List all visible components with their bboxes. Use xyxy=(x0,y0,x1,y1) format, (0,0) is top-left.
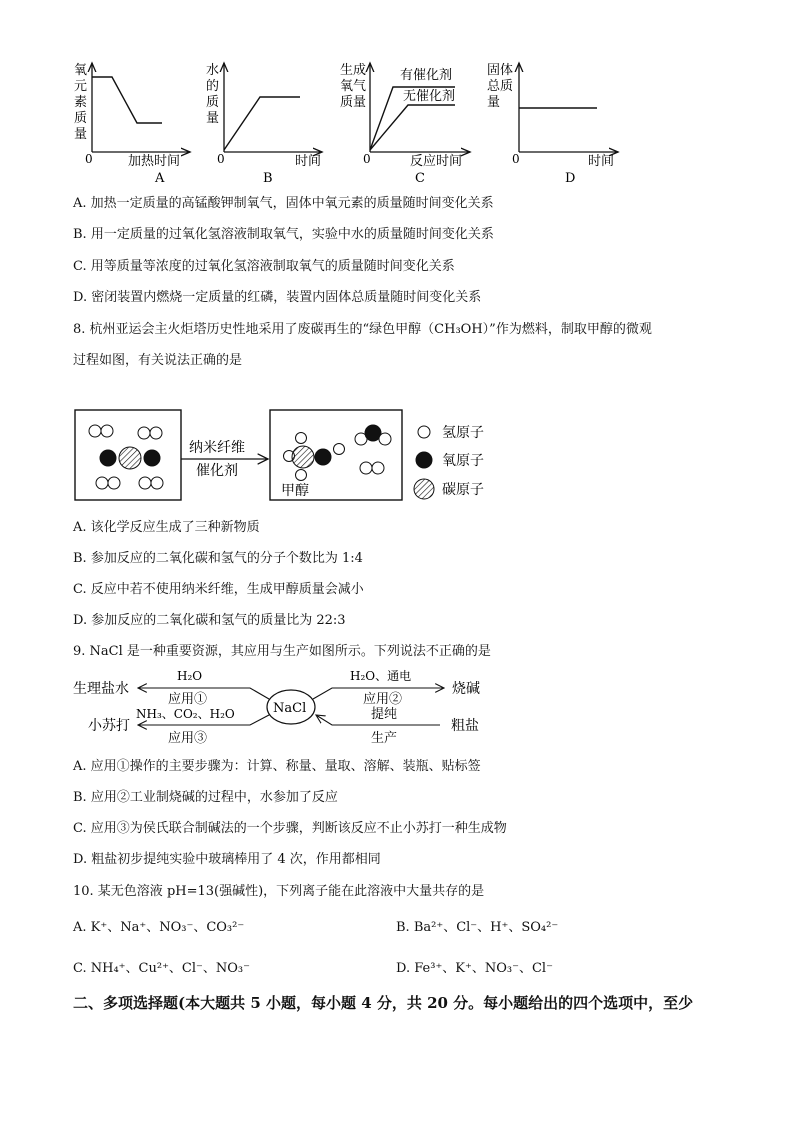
graph-a xyxy=(74,63,190,186)
graph-a-letter: A xyxy=(155,171,165,186)
graph-c-line-nocatalyst xyxy=(370,105,455,150)
q7-option-d: D. 密闭装置内燃烧一定质量的红磷，装置内固体总质量随时间变化关系 xyxy=(73,290,482,305)
q8-reaction-diagram xyxy=(0,400,794,510)
legend-hydrogen-icon xyxy=(418,426,430,438)
right-bottom-label: 粗盐 xyxy=(451,718,479,734)
graph-b-ylabel-4: 量 xyxy=(206,111,220,126)
reactant-molecules xyxy=(89,425,163,489)
q10-stem: 10. 某无色溶液 pH=13(强碱性)，下列离子能在此溶液中大量共存的是 xyxy=(73,884,485,899)
q7-option-c: C. 用等质量等浓度的过氧化氢溶液制取氧气的质量随时间变化关系 xyxy=(73,259,455,274)
graph-c-line1-label: 有催化剂 xyxy=(400,68,453,83)
graphs-row xyxy=(0,55,794,190)
graph-b-curve xyxy=(224,97,300,150)
graph-c-ylabel-2: 氧气 xyxy=(340,79,367,94)
graph-a-ylabel-4: 质 xyxy=(74,111,88,126)
graph-c-letter: C xyxy=(415,171,425,186)
q10-option-b: B. Ba²⁺、Cl⁻、H⁺、SO₄²⁻ xyxy=(396,920,559,935)
legend-hydrogen-label: 氢原子 xyxy=(442,425,484,441)
graph-b-letter: B xyxy=(263,171,273,186)
graph-b-ylabel-2: 的 xyxy=(206,79,220,94)
graph-c-xlabel: 反应时间 xyxy=(410,154,463,169)
app2-reagent: H₂O、通电 xyxy=(350,669,412,683)
graph-b-xlabel: 时间 xyxy=(295,154,322,169)
q7-option-a: A. 加热一定质量的高锰酸钾制氧气，固体中氧元素的质量随时间变化关系 xyxy=(73,196,494,211)
right-top-label: 烧碱 xyxy=(452,681,480,697)
graph-d-origin: 0 xyxy=(512,152,520,166)
graph-c-origin: 0 xyxy=(363,152,371,166)
graph-d-xlabel: 时间 xyxy=(588,154,615,169)
q8-stem-line1: 8. 杭州亚运会主火炬塔历史性地采用了废碳再生的“绿色甲醇（CH₃OH）”作为燃料，制取甲醇的微观 xyxy=(73,322,652,337)
graph-c-ylabel-3: 质量 xyxy=(340,95,367,110)
nacl-label: NaCl xyxy=(273,701,307,716)
graph-d-ylabel-2: 总质 xyxy=(487,79,514,94)
graph-a-origin: 0 xyxy=(85,152,93,166)
arrow-bottom-label: 催化剂 xyxy=(196,463,238,479)
q9-nacl-diagram xyxy=(0,662,794,747)
q9-option-c: C. 应用③为侯氏联合制碱法的一个步骤，判断该反应不止小苏打一种生成物 xyxy=(73,821,507,836)
q9-option-b: B. 应用②工业制烧碱的过程中，水参加了反应 xyxy=(73,790,338,805)
graph-c-ylabel-1: 生成 xyxy=(340,63,367,78)
graph-b-ylabel-1: 水 xyxy=(206,63,220,78)
q9-option-a: A. 应用①操作的主要步骤为：计算、称量、量取、溶解、装瓶、贴标签 xyxy=(73,759,481,774)
legend-oxygen-icon xyxy=(416,452,432,468)
q10-option-c: C. NH₄⁺、Cu²⁺、Cl⁻、NO₃⁻ xyxy=(73,961,250,976)
prod-bottom-label: 生产 xyxy=(371,731,398,746)
graph-a-ylabel-1: 氧 xyxy=(74,63,88,78)
left-bottom-label: 小苏打 xyxy=(88,718,130,734)
q9-option-d: D. 粗盐初步提纯实验中玻璃棒用了 4 次，作用都相同 xyxy=(73,852,381,867)
app3-reagent: NH₃、CO₂、H₂O xyxy=(136,707,235,721)
q10-option-a: A. K⁺、Na⁺、NO₃⁻、CO₃²⁻ xyxy=(73,920,245,935)
q10-option-d: D. Fe³⁺、K⁺、NO₃⁻、Cl⁻ xyxy=(396,961,553,976)
section-2-heading: 二、多项选择题(本大题共 5 小题，每小题 4 分，共 20 分。每小题给出的四个选项中，至少 xyxy=(73,994,694,1012)
prod-top-label: 提纯 xyxy=(371,707,398,722)
graph-b-ylabel-3: 质 xyxy=(206,95,220,110)
app1-reagent: H₂O xyxy=(177,669,203,683)
graph-b xyxy=(206,62,322,186)
graph-a-xlabel: 加热时间 xyxy=(128,154,181,169)
graph-a-curve xyxy=(92,77,162,123)
graph-d-letter: D xyxy=(565,171,576,186)
legend-carbon-label: 碳原子 xyxy=(442,482,484,498)
app2-label: 应用② xyxy=(363,692,403,707)
legend-oxygen-label: 氧原子 xyxy=(442,453,484,469)
graph-d-ylabel-3: 量 xyxy=(487,95,501,110)
graph-b-origin: 0 xyxy=(217,152,225,166)
graph-d xyxy=(487,62,618,186)
graph-a-ylabel-2: 元 xyxy=(74,79,88,94)
graph-a-ylabel-3: 素 xyxy=(74,95,88,110)
legend xyxy=(414,426,434,499)
graph-c-line2-label: 无催化剂 xyxy=(403,89,456,104)
left-top-label: 生理盐水 xyxy=(73,681,129,697)
app1-label: 应用① xyxy=(168,692,208,707)
q8-option-b: B. 参加反应的二氧化碳和氢气的分子个数比为 1:4 xyxy=(73,551,363,566)
graph-d-ylabel-1: 固体 xyxy=(487,63,514,78)
arrow-top-label: 纳米纤维 xyxy=(189,440,245,456)
q8-option-d: D. 参加反应的二氧化碳和氢气的质量比为 22:3 xyxy=(73,613,346,628)
q9-stem: 9. NaCl 是一种重要资源，其应用与生产如图所示。下列说法不正确的是 xyxy=(73,644,491,659)
app3-label: 应用③ xyxy=(168,731,208,746)
legend-carbon-icon xyxy=(414,479,434,499)
graph-a-ylabel-5: 量 xyxy=(74,127,88,142)
product-label: 甲醇 xyxy=(281,483,309,499)
q7-option-b: B. 用一定质量的过氧化氢溶液制取氧气，实验中水的质量随时间变化关系 xyxy=(73,227,494,242)
product-molecules xyxy=(284,425,392,481)
q8-option-c: C. 反应中若不使用纳米纤维，生成甲醇质量会减小 xyxy=(73,582,364,597)
q8-stem-line2: 过程如图，有关说法正确的是 xyxy=(73,353,243,368)
graph-c xyxy=(340,62,470,186)
q8-option-a: A. 该化学反应生成了三种新物质 xyxy=(73,520,260,535)
